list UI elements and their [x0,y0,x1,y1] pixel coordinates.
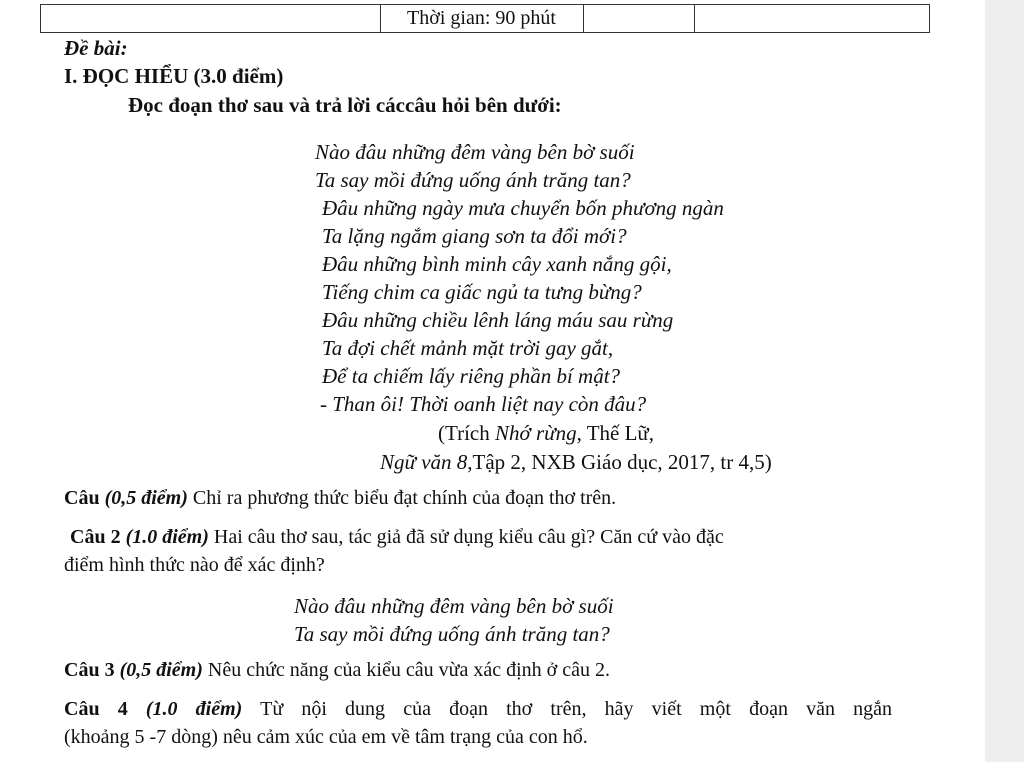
question-2-continued: điểm hình thức nào để xác định? [64,554,325,576]
table-divider [694,4,695,33]
quoted-verse: Nào đâu những đêm vàng bên bờ suối [294,594,614,618]
question-label: Câu 2 [70,526,126,548]
viewer-gutter [985,0,1024,762]
question-3 [64,659,610,682]
quoted-verse: Ta say mồi đứng uống ánh trăng tan? [294,622,610,646]
source-author: , Thế Lữ, [576,421,655,445]
question-text: Hai câu thơ sau, tác giả đã sử dụng kiểu câu gì? Căn cứ vào đặc [208,526,724,548]
question-4 [64,698,892,721]
source-title: Nhớ rừng [494,421,577,445]
exam-title: Đề bài: [64,36,128,60]
section-heading: I. ĐỌC HIỂU (3.0 điểm) [64,64,284,88]
source-book: Ngữ văn 8 [380,450,468,474]
question-text: Nêu chức năng của kiểu câu vừa xác định ở câu 2. [202,659,610,681]
poem-line: Ta đợi chết mảnh mặt trời gay gắt, [322,336,614,360]
poem-line: Đâu những chiều lênh láng máu sau rừng [322,308,674,332]
poem-line: Tiếng chim ca giấc ngủ ta tưng bừng? [322,280,642,304]
question-text: Từ nội dung của đoạn thơ trên, hãy viết một đoạn văn ngắn [242,698,892,720]
question-2 [70,526,724,549]
question-1 [64,487,616,510]
poem-source-book [380,450,772,475]
table-divider [929,4,930,33]
table-border-bottom [40,32,930,33]
question-4-continued: (khoảng 5 -7 dòng) nêu cảm xúc của em về tâm trạng của con hổ. [64,726,588,748]
table-divider [40,4,41,33]
poem-line: Ta say mồi đứng uống ánh trăng tan? [315,168,631,192]
question-label: Câu 4 [64,698,146,720]
exam-time: Thời gian: 90 phút [407,7,556,29]
instruction: Đọc đoạn thơ sau và trả lời cáccâu hỏi bên dưới: [128,93,562,117]
poem-line: Để ta chiếm lấy riêng phần bí mật? [322,364,621,388]
poem-line: Đâu những bình minh cây xanh nắng gội, [322,252,672,276]
header-table [40,0,930,32]
question-points: (1.0 điểm) [125,526,209,548]
poem-line: Nào đâu những đêm vàng bên bờ suối [315,140,635,164]
question-points: (0,5 điểm) [104,487,188,509]
source-pub: ,Tập 2, NXB Giáo dục, 2017, tr 4,5) [467,450,772,474]
table-border-top [40,4,930,5]
source-open: (Trích [438,421,495,445]
question-label: Câu 3 [64,659,120,681]
question-points: (0,5 điểm) [119,659,203,681]
poem-line: Đâu những ngày mưa chuyển bốn phương ngàn [322,196,724,220]
table-divider [583,4,584,33]
poem-source [438,421,654,446]
poem-line: Ta lặng ngắm giang sơn ta đổi mới? [322,224,627,248]
question-label: Câu [64,487,105,509]
question-text: Chỉ ra phương thức biểu đạt chính của đoạn thơ trên. [187,487,617,509]
question-points: (1.0 điểm) [145,698,243,720]
poem-line: - Than ôi! Thời oanh liệt nay còn đâu? [320,392,647,416]
